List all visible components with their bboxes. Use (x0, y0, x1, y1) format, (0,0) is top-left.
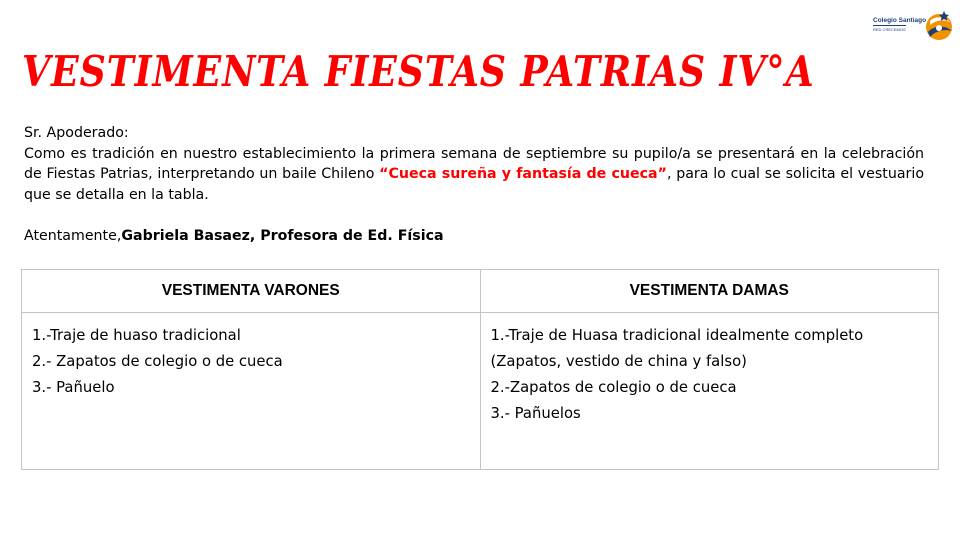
letter (24, 123, 924, 246)
letter-body (24, 144, 924, 206)
table-header-row (22, 270, 939, 313)
header-varones: VESTIMENTA VARONES (22, 270, 481, 313)
letter-closing (24, 226, 924, 247)
letter-greeting: Sr. Apoderado: (24, 125, 129, 141)
letter-body-part2: , para lo cual se solicita el vestuario que se detalla en la tabla. (24, 166, 924, 203)
page-title: VESTIMENTA FIESTAS PATRIAS IV°A (22, 47, 815, 96)
list-item: 3.- Pañuelo (32, 379, 115, 396)
logo-tagline: RED CRECEMOS (873, 26, 906, 32)
closing-prefix: Atentamente, (24, 227, 122, 244)
logo-name: Colegio Santiago (873, 17, 927, 24)
varones-cell (22, 313, 481, 470)
clothing-table (21, 269, 939, 470)
letter-body-part1: Como es tradición en nuestro establecimiento la primera semana de septiembre su pupilo/a se presentará en la celebración de Fiestas Patrias, interpretando un baile Chileno (24, 145, 924, 182)
header-damas: VESTIMENTA DAMAS (480, 270, 939, 313)
school-logo (868, 6, 958, 46)
list-item: 2.-Zapatos de colegio o de cueca (490, 379, 737, 396)
table-row (22, 313, 939, 470)
dance-name: “Cueca sureña y fantasía de cueca” (379, 166, 667, 182)
list-item: (Zapatos, vestido de china y falso) (490, 353, 747, 370)
list-item: 2.- Zapatos de colegio o de cueca (32, 353, 283, 370)
list-item: 3.- Pañuelos (490, 405, 581, 422)
list-item: 1.-Traje de Huasa tradicional idealmente completo (490, 327, 864, 344)
school-logo-icon (924, 8, 954, 44)
list-item: 1.-Traje de huaso tradicional (32, 327, 241, 344)
teacher-signature: Gabriela Basaez, Profesora de Ed. Física (121, 227, 444, 244)
damas-cell (480, 313, 939, 470)
